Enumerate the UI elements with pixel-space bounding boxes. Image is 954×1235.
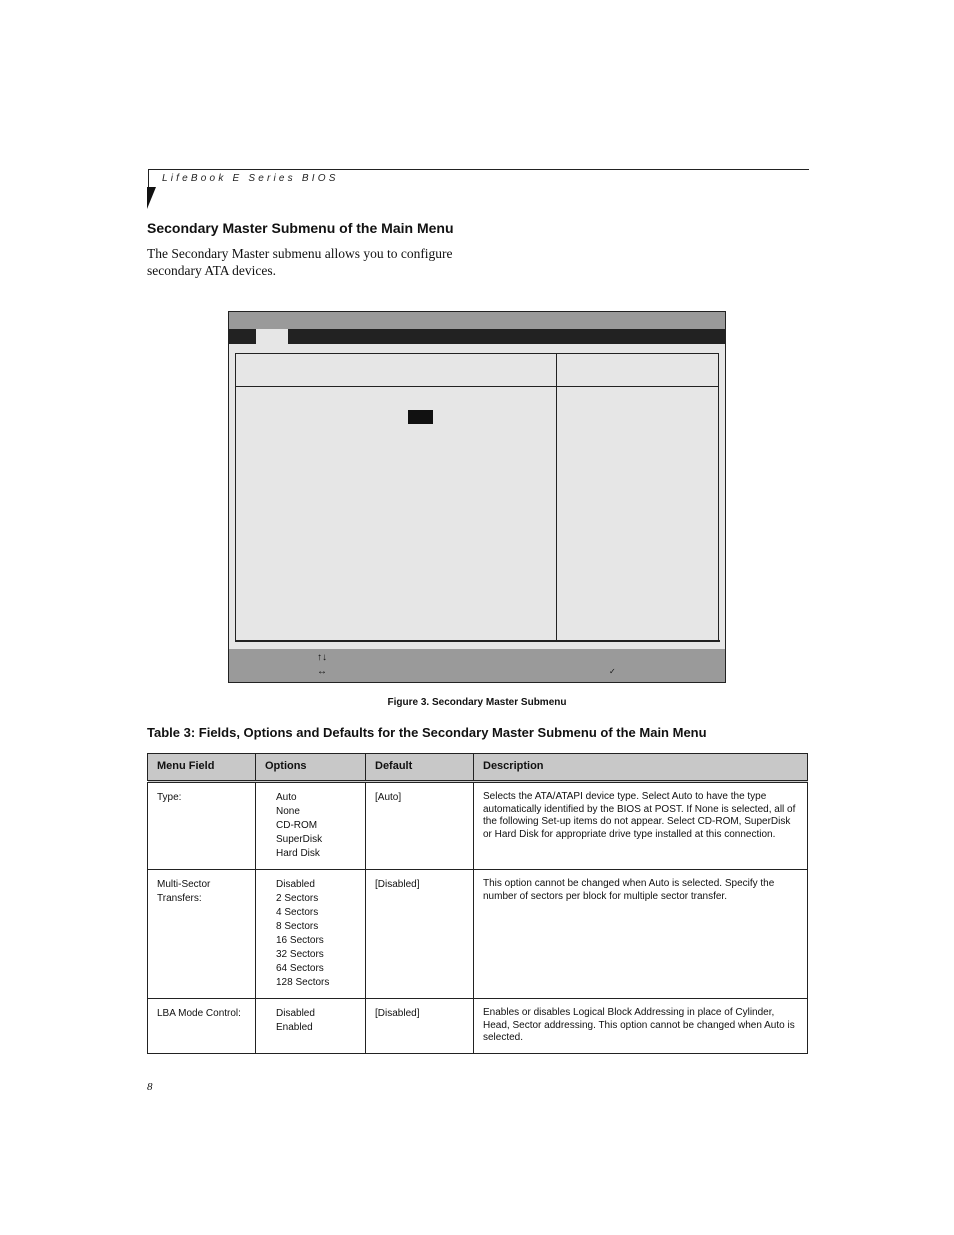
option-item: Hard Disk [276,848,320,859]
table-header-row [148,754,808,782]
header-wedge-mark [147,187,156,209]
options-table [147,753,808,1054]
left-right-arrow-icon: ↔ [317,666,327,677]
bios-active-tab [256,329,288,344]
option-item: CD-ROM [276,820,318,831]
header-rule-vertical [148,169,149,189]
up-down-arrow-icon: ↑↓ [317,652,327,663]
bios-title-bar [229,312,725,329]
cell-field: Type: [148,782,256,870]
check-mark-icon: ✓ [609,667,616,676]
header-description: Description [474,754,808,782]
cell-default: [Disabled] [366,870,474,999]
header-menu-field: Menu Field [148,754,256,782]
bios-key-help-bar [229,649,725,682]
table-row [148,999,808,1054]
option-item: 128 Sectors [276,977,330,988]
option-item: 64 Sectors [276,963,324,974]
table-row [148,782,808,870]
bios-panel-shadow [235,640,720,642]
page-number: 8 [147,1081,153,1093]
bios-menu-bar [229,329,725,344]
bios-screenshot [228,311,726,683]
option-item: 8 Sectors [276,921,319,932]
cell-options [256,999,366,1054]
header-rule [148,169,809,170]
option-item: Auto [276,792,297,803]
option-item: 4 Sectors [276,907,319,918]
option-item: Disabled [276,1008,315,1019]
table-row [148,870,808,999]
option-item: Disabled [276,879,315,890]
cell-description: Enables or disables Logical Block Addressing in place of Cylinder, Head, Sector addressing. This option cannot be changed when Auto is selected. [474,999,808,1054]
option-item: 16 Sectors [276,935,324,946]
option-item: 32 Sectors [276,949,324,960]
bios-help-divider [556,353,557,641]
table-title: Table 3: Fields, Options and Defaults for the Secondary Master Submenu of the Main Menu [147,725,707,740]
bios-header-divider [235,386,719,387]
running-head: LifeBook E Series BIOS [162,173,339,184]
cell-field: LBA Mode Control: [148,999,256,1054]
header-default: Default [366,754,474,782]
option-item: SuperDisk [276,834,323,845]
option-item: 2 Sectors [276,893,319,904]
cell-field: Multi-Sector Transfers: [148,870,256,999]
option-item: None [276,806,300,817]
bios-selected-value [408,410,433,424]
figure-caption: Figure 3. Secondary Master Submenu [387,697,567,708]
cell-default: [Auto] [366,782,474,870]
section-title: Secondary Master Submenu of the Main Menu [147,220,454,236]
bios-main-panel [235,353,719,641]
header-options: Options [256,754,366,782]
intro-paragraph: The Secondary Master submenu allows you to configure secondary ATA devices. [147,246,453,278]
cell-options [256,870,366,999]
cell-default: [Disabled] [366,999,474,1054]
option-item: Enabled [276,1022,313,1033]
cell-description: Selects the ATA/ATAPI device type. Select Auto to have the type automatically identified by the BIOS at POST. If None is selected, all of the following Set-up items do not appear. Select CD-ROM, SuperDisk or Hard Disk for appropriate drive type installed at this connection. [474,782,808,870]
cell-description: This option cannot be changed when Auto is selected. Specify the number of sectors per block for multiple sector transfer. [474,870,808,999]
cell-options [256,782,366,870]
